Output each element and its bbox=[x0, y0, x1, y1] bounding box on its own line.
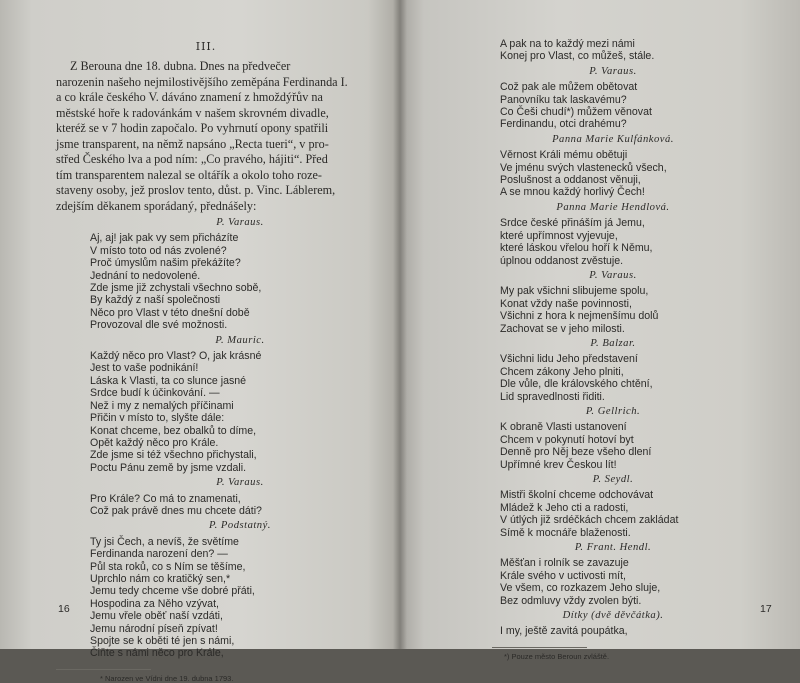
page-number: 17 bbox=[760, 603, 772, 615]
verse-line: Panovníku tak laskavému? bbox=[500, 93, 627, 106]
speaker-name: Panna Marie Kulfánková. bbox=[552, 133, 674, 145]
speaker-name: P. Seydl. bbox=[592, 474, 634, 485]
verse-line: Krále svého v uctivosti mít, bbox=[500, 569, 626, 582]
left-poem bbox=[90, 217, 386, 660]
verse-line: I my, ještě zavitá poupátka, bbox=[500, 625, 628, 638]
intro-line: Z Berouna dne 18. dubna. Dnes na předvečer bbox=[70, 59, 291, 73]
verse-line: Konej pro Vlast, co můžeš, stále. bbox=[500, 50, 655, 63]
intro-line: tím transparentem nalezal se oltářík a okolo toho roze- bbox=[56, 167, 322, 182]
verse-line: Konat chceme, bez obalků to díme, bbox=[90, 424, 257, 437]
verse-line: By každý z naší společnosti bbox=[90, 294, 221, 307]
verse-line: My pak všichni slibujeme spolu, bbox=[500, 285, 649, 298]
speaker-name: P. Varaus. bbox=[589, 269, 637, 281]
speaker-name: P. Balzar. bbox=[590, 337, 636, 349]
speaker-name: Dítky (dvě děvčátka). bbox=[562, 610, 664, 622]
verse-line: Spojte se k oběti té jen s námi, bbox=[90, 635, 235, 647]
verse-line: Zachovat se v jeho milosti. bbox=[500, 322, 625, 335]
intro-line: městské hoře k radovánkám v našem skrovném divadle, bbox=[56, 105, 329, 120]
verse-line: Opět každý něco pro Krále. bbox=[90, 436, 219, 449]
verse-line: Bez odmluvy vždy zvolen býti. bbox=[500, 594, 642, 607]
verse-line: Čiňte s námi něco pro Krále, bbox=[90, 647, 224, 660]
intro-line: zdejším děkanem sporádaný, přednášely: bbox=[56, 198, 257, 213]
verse-line: Srdce budí k účinkování. — bbox=[90, 387, 220, 400]
verse-line: Poslušnost a oddanost věnuji, bbox=[500, 174, 641, 187]
verse-line: K obraně Vlasti ustanovení bbox=[500, 421, 627, 434]
verse-line: V útlých již srdéčkách chcem zakládat bbox=[500, 514, 679, 527]
verse-line: Ferdinandu, otci drahému? bbox=[500, 118, 627, 131]
verse-line: Každý něco pro Vlast? O, jak krásné bbox=[90, 350, 262, 363]
verse-line: A pak na to každý mezi námi bbox=[500, 38, 635, 50]
verse-line: Chcem v pokynutí hotoví byt bbox=[500, 433, 634, 446]
verse-line: Provozoval dle své možnosti. bbox=[90, 319, 228, 332]
speaker-name: P. Varaus. bbox=[216, 477, 264, 489]
verse-line: Denně pro Něj beze všeho dlení bbox=[500, 446, 652, 459]
verse-line: které upřímnost vyjevuje, bbox=[500, 229, 618, 242]
verse-line: Co Češi chudí*) můžem věnovat bbox=[500, 106, 652, 119]
speaker-name: P. Podstatný. bbox=[209, 520, 271, 532]
footnote-rule bbox=[56, 669, 151, 670]
intro-line: střed Českého lva a pod ním: „Co pravého, hájiti“. Před bbox=[56, 152, 328, 166]
verse-line: Přičin v místo to, slyšte dále: bbox=[90, 412, 225, 425]
verse-line: Uprchlo nám co kratičký sen,* bbox=[90, 572, 231, 585]
verse-line: Ve jménu svých vlastenecků všech, bbox=[500, 161, 667, 174]
right-page bbox=[400, 0, 800, 661]
section-number: III. bbox=[195, 40, 217, 53]
verse-line: Proč úmyslům našim překážíte? bbox=[90, 257, 241, 270]
verse-line: Jemu vřele oběť naší vzdáti, bbox=[90, 610, 223, 623]
verse-line: Lid spravedlnosti řiditi. bbox=[500, 390, 605, 403]
speaker-name: P. Mauric. bbox=[215, 334, 265, 346]
verse-line: Aj, aj! jak pak vy sem přicházíte bbox=[90, 232, 239, 245]
footnote: * Narozen ve Vídni dne 19. dubna 1793. bbox=[100, 673, 234, 683]
verse-line: Zde jsme si též všechno přichystali, bbox=[90, 449, 257, 462]
verse-line: Jemu národní píseň zpívat! bbox=[90, 622, 218, 635]
verse-line: Konat vždy naše povinnosti, bbox=[500, 297, 632, 310]
speaker-name: P. Frant. Hendl. bbox=[574, 542, 652, 554]
verse-line: Dle vůle, dle královského chtění, bbox=[500, 378, 653, 391]
verse-line: Ferdinanda narození den? — bbox=[90, 548, 228, 561]
intro-line: narozenin našeho nejmilostivějšího zeměpána Ferdinanda I. bbox=[56, 74, 348, 89]
verse-line: Mládež k Jeho cti a radosti, bbox=[500, 501, 629, 514]
verse-line: Což pak ale můžem obětovat bbox=[500, 81, 638, 94]
verse-line: Než i my z nemalých příčinami bbox=[90, 399, 234, 412]
footnote-rule bbox=[492, 647, 587, 648]
verse-line: Ve všem, co rozkazem Jeho sluje, bbox=[500, 582, 661, 595]
verse-line: Zde jsme již zchystali všechno sobě, bbox=[90, 282, 262, 295]
verse-line: Símě k mocnáře blaženosti. bbox=[500, 526, 631, 539]
verse-line: úplnou oddanost zvěstuje. bbox=[500, 254, 624, 267]
verse-line: Poctu Pánu země by jsme vzdali. bbox=[90, 461, 247, 474]
verse-line: Mistři školní chceme odchovávat bbox=[500, 489, 654, 502]
verse-line: Všichni z hora k nejmenšímu dolů bbox=[500, 310, 659, 323]
footnote: *) Pouze město Beroun zvláště. bbox=[504, 651, 610, 661]
intro-line: a co krále českého V. dáváno znamení z hmoždýřův na bbox=[56, 90, 323, 104]
book-gutter bbox=[393, 0, 407, 649]
verse-line: Všichni lidu Jeho představení bbox=[500, 353, 638, 366]
verse-line: Věrnost Králi mému obětuji bbox=[500, 149, 628, 162]
verse-line: Jemu tedy chceme vše dobré přáti, bbox=[90, 585, 255, 598]
verse-line: Jest to vaše podnikání! bbox=[90, 362, 199, 375]
verse-line: V místo toto od nás zvolené? bbox=[90, 244, 227, 257]
speaker-name: Panna Marie Hendlová. bbox=[556, 201, 670, 213]
verse-line: Ty jsi Čech, a nevíš, že světíme bbox=[90, 535, 239, 548]
verse-line: A se mnou každý horlivý Čech! bbox=[500, 186, 645, 199]
verse-line: Srdce české přináším já Jemu, bbox=[500, 217, 645, 230]
intro-line: kteréž se v 7 hodin započalo. Po vyhrnutí opony spatřili bbox=[56, 121, 329, 135]
verse-line: Upřímné krev Českou lít! bbox=[500, 458, 617, 471]
verse-line: Chcem zákony Jeho plniti, bbox=[500, 365, 624, 378]
verse-line: které láskou vřelou hoří k Němu, bbox=[500, 242, 653, 255]
intro-paragraph bbox=[56, 59, 378, 214]
verse-line: Láska k Vlasti, ta co slunce jasné bbox=[90, 374, 247, 387]
verse-line: Něco pro Vlast v této dnešní době bbox=[90, 306, 250, 319]
right-poem bbox=[500, 38, 760, 638]
verse-line: Jednání to nedovolené. bbox=[90, 269, 201, 282]
speaker-name: P. Gellrich. bbox=[585, 405, 641, 417]
page-number: 16 bbox=[58, 603, 70, 615]
verse-line: Pro Krále? Co má to znamenati, bbox=[90, 492, 241, 505]
intro-line: jsme transparent, na němž napsáno „Recta tueri“, v pro- bbox=[56, 136, 329, 151]
verse-line: Hospodina za Něho vzývat, bbox=[90, 597, 219, 610]
verse-line: Půl sta roků, co s Ním se těšíme, bbox=[90, 560, 246, 573]
intro-line: staveny osoby, jež proslov tento, důst. p. Vinc. Láblerem, bbox=[56, 183, 336, 197]
speaker-name: P. Varaus. bbox=[589, 65, 637, 77]
verse-line: Což pak právě dnes mu chcete dáti? bbox=[90, 504, 262, 517]
verse-line: Měšťan i rolník se zavazuje bbox=[500, 557, 629, 570]
speaker-name: P. Varaus. bbox=[216, 217, 264, 228]
